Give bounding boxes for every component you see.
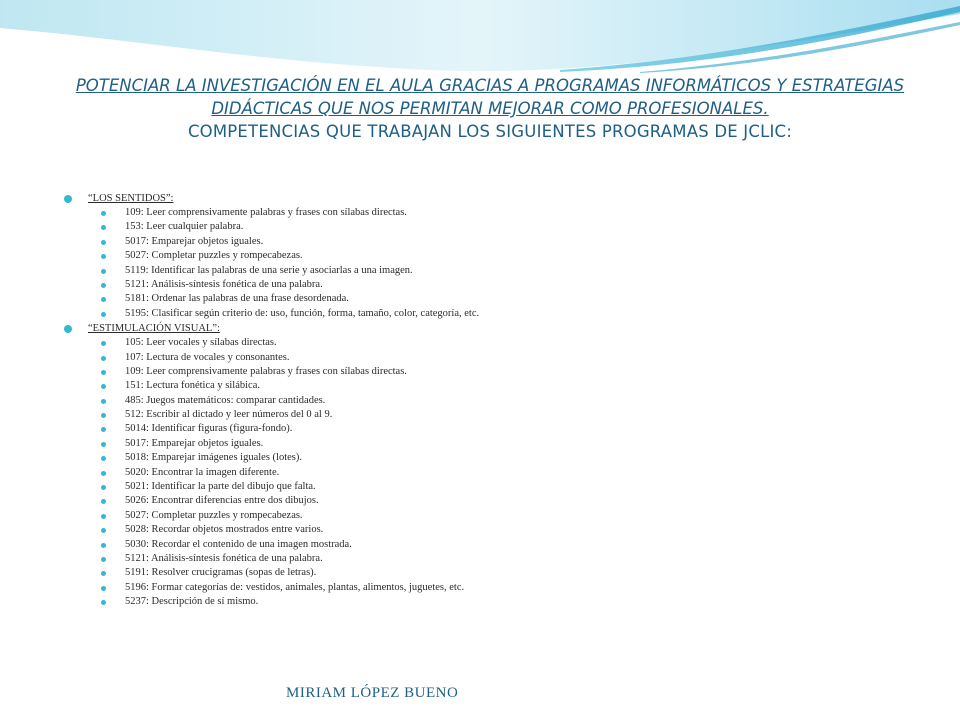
author-footer: MIRIAM LÓPEZ BUENO <box>286 685 459 701</box>
list-item <box>64 523 924 537</box>
item-text: 5017: Emparejar objetos iguales. <box>125 437 264 449</box>
bullet-icon <box>101 600 106 605</box>
item-text: 5018: Emparejar imágenes iguales (lotes). <box>125 452 302 464</box>
bullet-icon <box>101 427 106 432</box>
list-item <box>64 581 924 595</box>
list-item <box>64 220 924 234</box>
item-text: 5121: Análisis-síntesis fonética de una palabra. <box>125 552 323 564</box>
title-line-2: DIDÁCTICAS QUE NOS PERMITAN MEJORAR COMO PROFESIONALES. <box>211 99 769 118</box>
item-text: 5237: Descripción de sí mismo. <box>125 596 259 608</box>
list-item <box>64 466 924 480</box>
bullet-icon <box>101 471 106 476</box>
bullet-icon <box>101 225 106 230</box>
section-heading-label: “ESTIMULACIÓN VISUAL”: <box>88 323 220 335</box>
item-text: 512: Escribir al dictado y leer números del 0 al 9. <box>125 409 333 421</box>
section-heading-label: “LOS SENTIDOS”: <box>88 193 174 204</box>
list-item <box>64 264 924 278</box>
item-text: 151: Lectura fonética y silábica. <box>125 380 260 392</box>
bullet-icon <box>101 341 106 346</box>
program-list <box>64 191 924 610</box>
bullet-icon <box>101 499 106 504</box>
item-text: 5196: Formar categorías de: vestidos, animales, plantas, alimentos, juguetes, etc. <box>125 581 465 593</box>
bullet-icon <box>101 240 106 245</box>
bullet-icon <box>101 543 106 548</box>
bullet-icon <box>101 254 106 259</box>
bullet-icon <box>101 557 106 562</box>
section-heading <box>64 191 924 206</box>
item-text: 107: Lectura de vocales y consonantes. <box>125 351 290 363</box>
list-item <box>64 408 924 422</box>
bullet-icon <box>101 399 106 404</box>
item-text: 5026: Encontrar diferencias entre dos dibujos. <box>125 495 319 507</box>
item-text: 485: Juegos matemáticos: comparar cantidades. <box>125 394 326 406</box>
bullet-icon <box>101 485 106 490</box>
list-item <box>64 379 924 393</box>
list-item <box>64 292 924 306</box>
item-text: 5119: Identificar las palabras de una serie y asociarlas a una imagen. <box>125 264 413 276</box>
section-estimulacion-visual <box>64 321 924 609</box>
list-item <box>64 278 924 292</box>
bullet-icon <box>101 312 106 317</box>
list-item <box>64 437 924 451</box>
list-item <box>64 422 924 436</box>
item-text: 5181: Ordenar las palabras de una frase desordenada. <box>125 293 349 305</box>
list-item <box>64 538 924 552</box>
item-text: 5017: Emparejar objetos iguales. <box>125 235 264 247</box>
item-text: 5030: Recordar el contenido de una imagen mostrada. <box>125 538 352 550</box>
section-los-sentidos <box>64 191 924 321</box>
item-text: 5028: Recordar objetos mostrados entre varios. <box>125 524 324 536</box>
bullet-icon <box>101 514 106 519</box>
list-item <box>64 394 924 408</box>
list-item <box>64 566 924 580</box>
list-item <box>64 206 924 220</box>
list-item <box>64 235 924 249</box>
item-text: 5121: Análisis-síntesis fonética de una palabra. <box>125 278 323 290</box>
bullet-icon <box>101 370 106 375</box>
list-item <box>64 249 924 263</box>
decorative-wave-banner <box>0 0 960 80</box>
list-item <box>64 552 924 566</box>
bullet-icon <box>101 571 106 576</box>
subtitle: COMPETENCIAS QUE TRABAJAN LOS SIGUIENTES PROGRAMAS DE JCLIC: <box>187 122 793 141</box>
section-heading <box>64 321 924 336</box>
bullet-icon <box>101 528 106 533</box>
list-item <box>64 509 924 523</box>
item-text: 5027: Completar puzzles y rompecabezas. <box>125 509 303 521</box>
item-text: 5014: Identificar figuras (figura-fondo). <box>125 423 293 435</box>
list-item <box>64 494 924 508</box>
bullet-icon <box>101 413 106 418</box>
list-item <box>64 480 924 494</box>
bullet-icon <box>101 283 106 288</box>
bullet-icon <box>101 356 106 361</box>
item-text: 5195: Clasificar según criterio de: uso, función, forma, tamaño, color, categoría, etc. <box>125 307 480 319</box>
list-item <box>64 351 924 365</box>
list-item <box>64 365 924 379</box>
bullet-icon <box>64 325 72 333</box>
bullet-icon <box>101 586 106 591</box>
item-text: 105: Leer vocales y sílabas directas. <box>125 337 277 349</box>
item-text: 153: Leer cualquier palabra. <box>125 221 244 233</box>
item-text: 5027: Completar puzzles y rompecabezas. <box>125 250 303 262</box>
list-item <box>64 307 924 321</box>
list-item <box>64 595 924 609</box>
title-line-1: POTENCIAR LA INVESTIGACIÓN EN EL AULA GRACIAS A PROGRAMAS INFORMÁTICOS Y ESTRATEGIAS <box>75 76 905 95</box>
item-text: 5191: Resolver crucigramas (sopas de letras). <box>125 567 317 579</box>
item-text: 109: Leer comprensivamente palabras y frases con sílabas directas. <box>125 365 407 377</box>
list-item <box>64 336 924 350</box>
bullet-icon <box>101 456 106 461</box>
bullet-icon <box>101 297 106 302</box>
item-text: 5021: Identificar la parte del dibujo que falta. <box>125 481 316 493</box>
item-text: 109: Leer comprensivamente palabras y frases con sílabas directas. <box>125 207 407 218</box>
item-text: 5020: Encontrar la imagen diferente. <box>125 466 280 478</box>
bullet-icon <box>101 269 106 274</box>
bullet-icon <box>101 211 106 216</box>
bullet-icon <box>64 195 72 203</box>
bullet-icon <box>101 384 106 389</box>
bullet-icon <box>101 442 106 447</box>
list-item <box>64 451 924 465</box>
title-block <box>40 74 940 143</box>
